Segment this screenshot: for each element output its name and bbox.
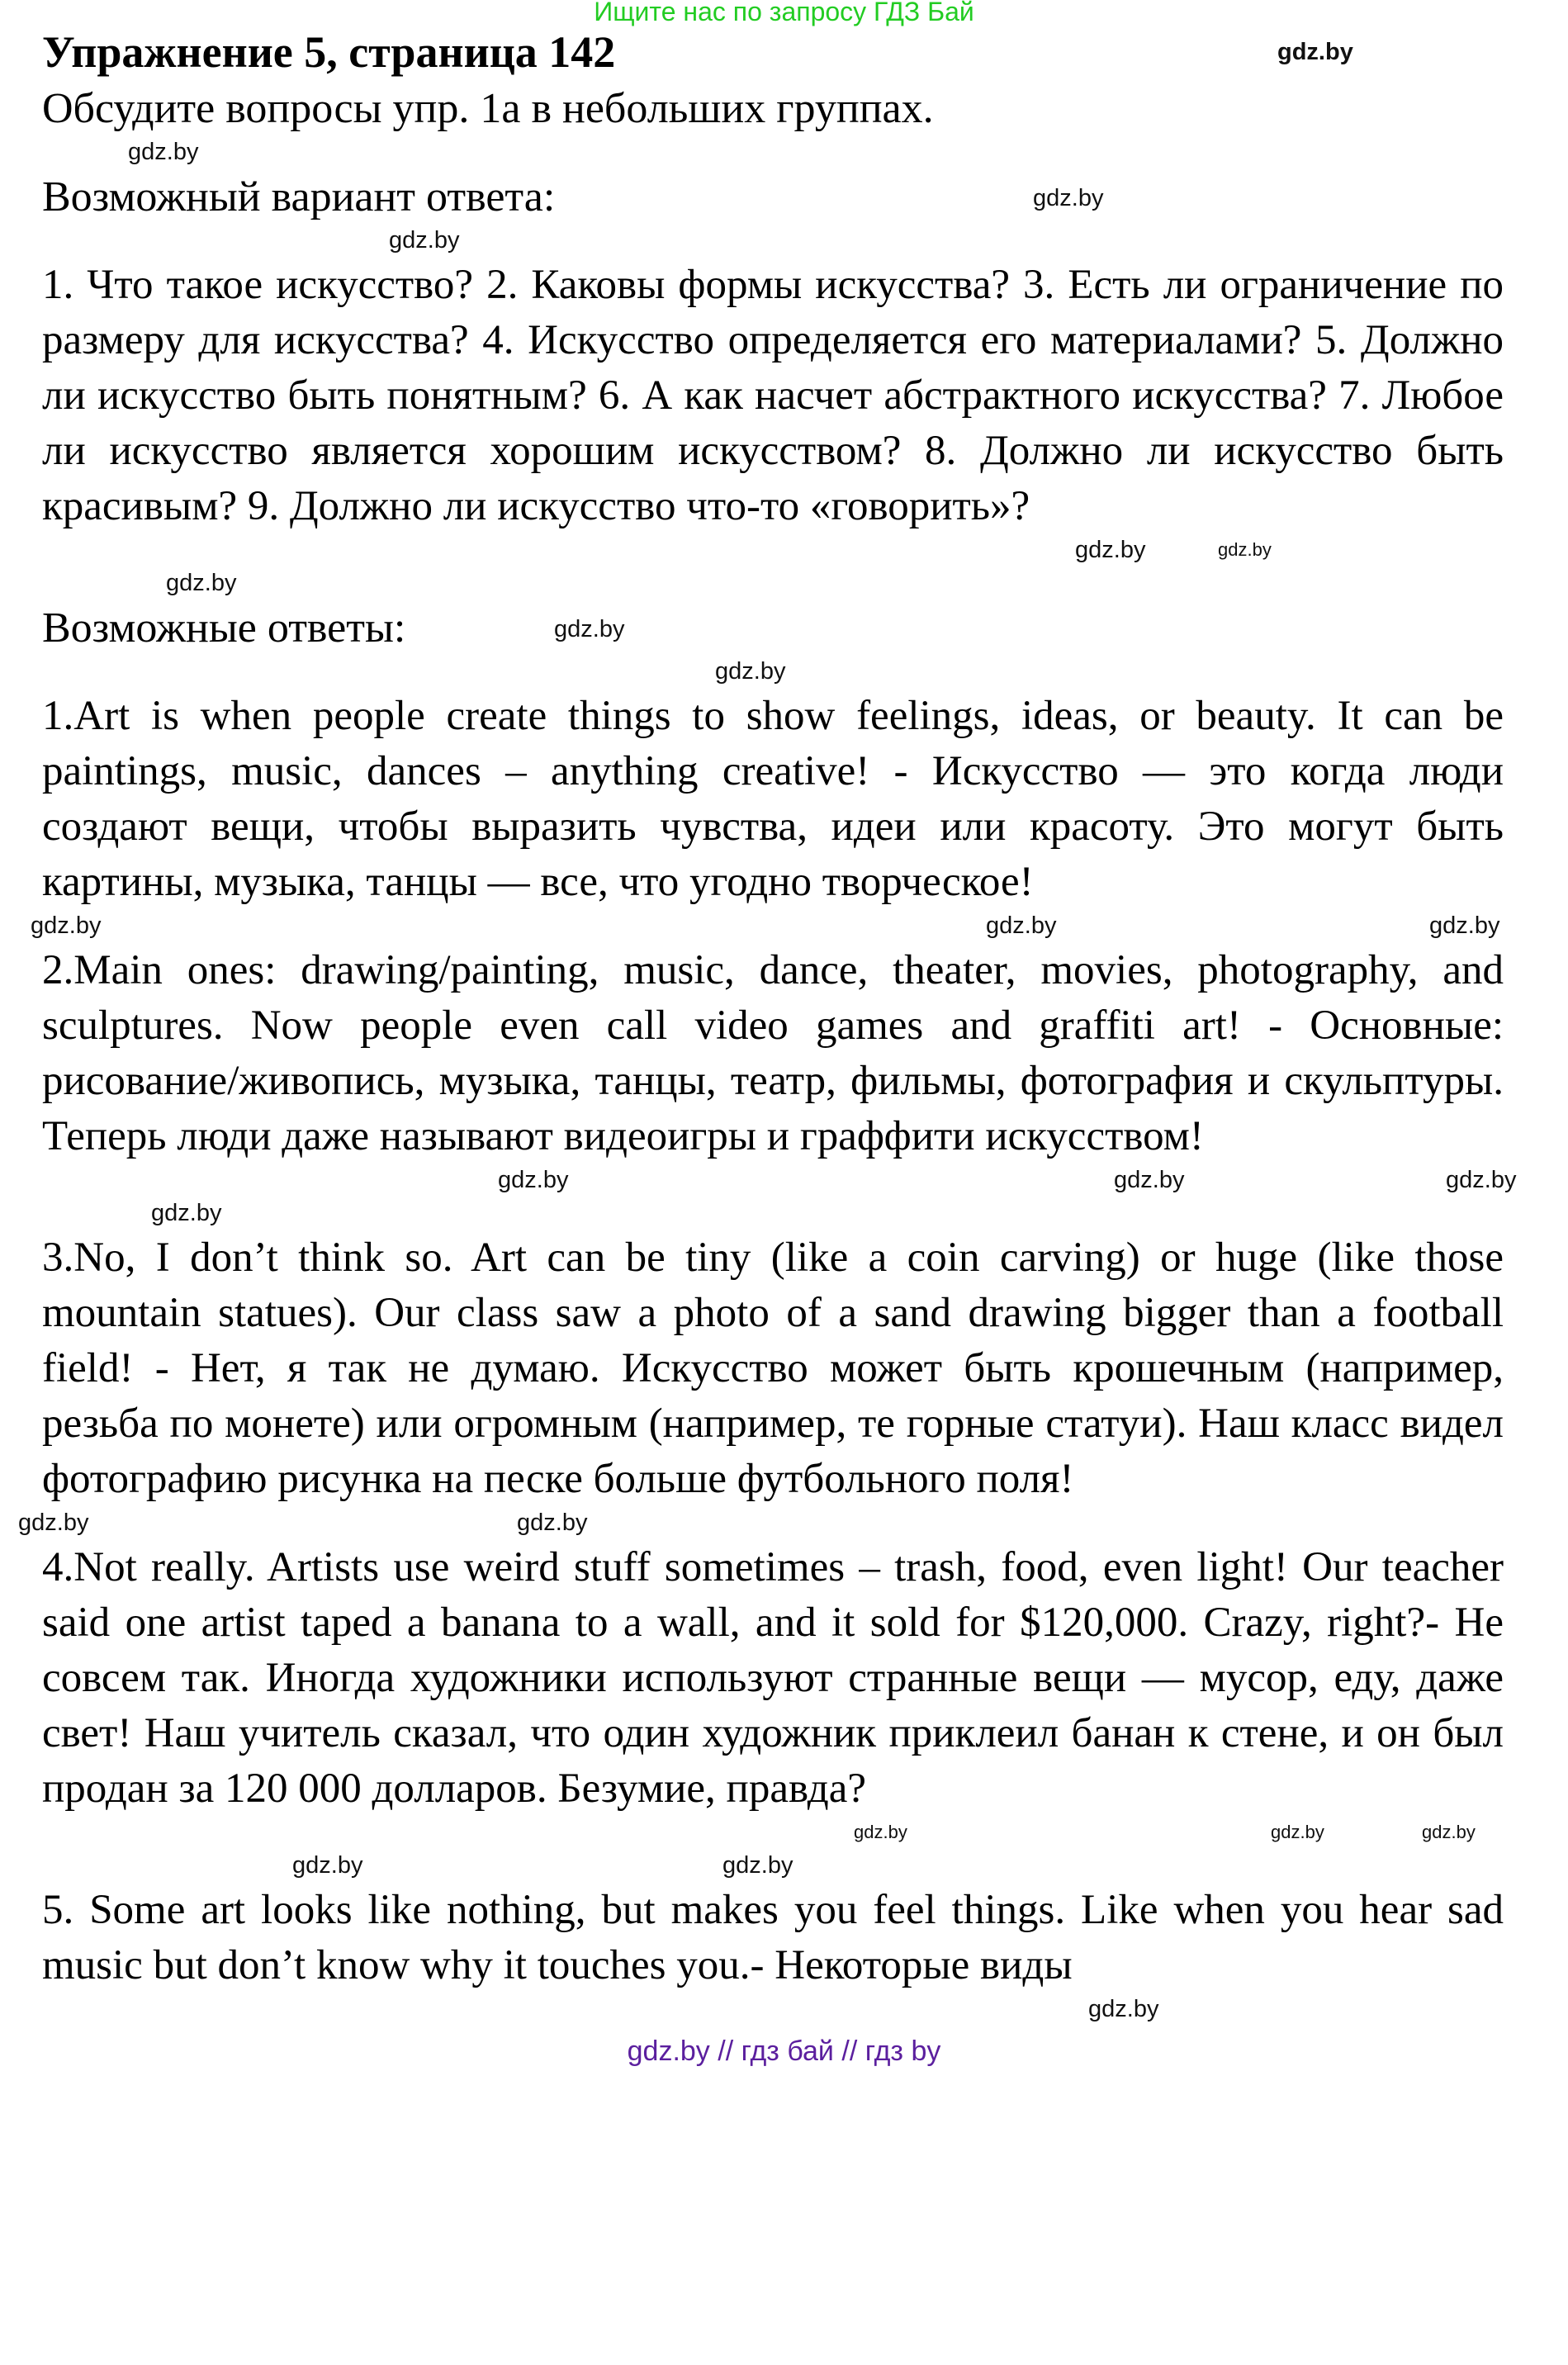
watermark: gdz.by [31, 912, 102, 939]
watermark-row [42, 1164, 1517, 1197]
answer-4: 4.Not really. Artists use weird stuff sometimes – trash, food, even light! Our teacher said one artist taped a banana to a wall, and it sold for $120,000. Crazy, right?- Не совсем так. Иногда художники используют странные вещи — мусор, еду, даже свет! Наш учитель сказал, что один художник приклеил банан к стене, и он был продан за 120 000 долларов. Безумие, правда? [42, 1544, 1504, 1812]
watermark: gdz.by [517, 1510, 588, 1536]
watermark: gdz.by [1429, 912, 1500, 939]
answer-5: 5. Some art looks like nothing, but makes you feel things. Like when you hear sad music but don’t know why it touches you.- Некоторые виды [42, 1887, 1504, 1988]
watermark: gdz.by [1114, 1167, 1185, 1193]
watermark-row [42, 1817, 1504, 1850]
variant-label-row [42, 169, 1504, 225]
watermark: gdz.by [1277, 39, 1353, 65]
watermark-row [42, 225, 1504, 258]
watermark: gdz.by [389, 227, 460, 254]
watermark: gdz.by [1033, 185, 1104, 211]
watermark: gdz.by [128, 139, 199, 165]
watermark: gdz.by [18, 1510, 89, 1536]
watermark: gdz.by [166, 570, 237, 596]
watermark: gdz.by [715, 658, 786, 685]
watermark-row [42, 656, 1504, 689]
document-body [18, 23, 1517, 2026]
variant-label: Возможный вариант ответа: [42, 173, 556, 220]
answer-2: 2.Main ones: drawing/painting, music, dance, theater, movies, photography, and sculptures. Now people even call video games and graffiti art! - Основные: рисование/живопись, музыка, танцы, театр, фильмы, фотография и скульптуры. Теперь люди даже называют видеоигры и граффити искусством! [42, 947, 1504, 1159]
watermark: gdz.by [722, 1852, 793, 1879]
answer-1: 1.Art is when people create things to show feelings, ideas, or beauty. It can be paintings, music, dances – anything creative! - Искусство — это когда люди создают вещи, чтобы выразить чувства, идеи или красоту. Это могут быть картины, музыка, танцы — все, что угодно творческое! [42, 693, 1504, 905]
answer-3: 3.No, I don’t think so. Art can be tiny (like a coin carving) or huge (like those mountain statues). Our class saw a photo of a sand drawing bigger than a football field! - Нет, я так не думаю. Искусство может быть крошечным (например, резьба по монете) или огромным (например, те горные статуи). Наш класс видел фотографию рисунка на песке больше футбольного поля! [42, 1235, 1504, 1502]
watermark: gdz.by [498, 1167, 569, 1193]
watermark-row [42, 567, 1504, 600]
watermark: gdz.by [854, 1822, 907, 1842]
watermark-row [42, 136, 1504, 169]
watermark: gdz.by [986, 912, 1057, 939]
watermark-row [42, 1993, 1504, 2026]
watermark: gdz.by [292, 1852, 363, 1879]
watermark-row [42, 534, 1504, 567]
search-us-banner[interactable]: Ищите нас по запросу ГДЗ Бай [594, 0, 974, 26]
watermark: gdz.by [1271, 1822, 1324, 1842]
watermark: gdz.by [554, 616, 625, 642]
watermark: gdz.by [151, 1200, 222, 1226]
page-title-row [42, 23, 1504, 81]
watermark-row [42, 1850, 1504, 1883]
footer-links-banner[interactable]: gdz.by // гдз бай // гдз by [627, 2036, 941, 2067]
watermark: gdz.by [1075, 537, 1146, 563]
watermark: gdz.by [1422, 1822, 1476, 1842]
answers-label-row [42, 600, 1504, 656]
watermark: gdz.by [1088, 1996, 1159, 2022]
watermark: gdz.by [1446, 1167, 1517, 1193]
page-title: Упражнение 5, страница 142 [42, 27, 616, 77]
task-text: Обсудите вопросы упр. 1а в небольших группах. [42, 85, 934, 132]
watermark: gdz.by [1218, 539, 1272, 560]
answers-label: Возможные ответы: [42, 604, 406, 652]
watermark-row [42, 1197, 1504, 1230]
questions-paragraph: 1. Что такое искусство? 2. Каковы формы искусства? 3. Есть ли ограничение по размеру для искусства? 4. Искусство определяется его материалами? 5. Должно ли искусство быть понятным? 6. А как насчет абстрактного искусства? 7. Любое ли искусство является хорошим искусством? 8. Должно ли искусство быть красивым? 9. Должно ли искусство что-то «говорить»? [42, 262, 1504, 529]
watermark-row [31, 910, 1504, 943]
watermark-row [18, 1507, 1504, 1540]
